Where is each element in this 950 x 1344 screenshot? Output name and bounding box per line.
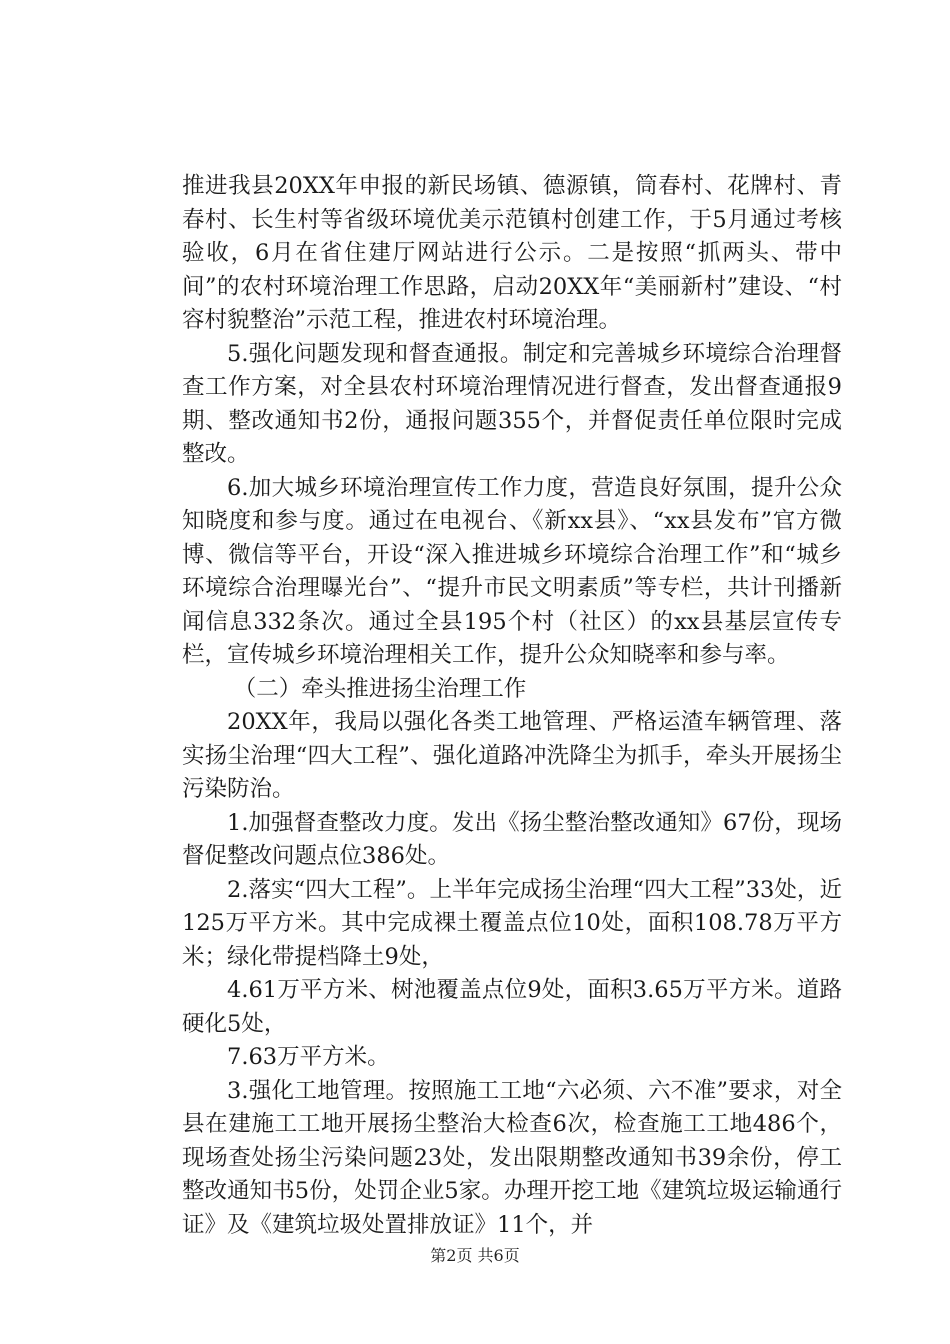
page-number-footer: 第2页 共6页: [430, 1246, 520, 1265]
paragraph-item-6: 6.加大城乡环境治理宣传工作力度，营造良好氛围，提升公众知晓度和参与度。通过在电视台、《新xx县》、“xx县发布”官方微博、微信等平台，开设“深入推进城乡环境综合治理工作”和“城乡环境综合治理曝光台”、“提升市民文明素质”等专栏，共计刊播新闻信息332条次。通过全县195个村（社区）的xx县基层宣传专栏，宣传城乡环境治理相关工作，提升公众知晓率和参与率。: [182, 474, 842, 668]
paragraph-item-1: 1.加强督查整改力度。发出《扬尘整治整改通知》67份，现场督促整改问题点位386处。: [182, 809, 842, 869]
document-body: [182, 170, 842, 1242]
paragraph-item-2: 2.落实“四大工程”。上半年完成扬尘治理“四大工程”33处，近125万平方米。其中完成裸土覆盖点位10处，面积108.78万平方米；绿化带提档降土9处，: [182, 876, 842, 970]
section-heading: （二）牵头推进扬尘治理工作: [233, 675, 527, 702]
paragraph-continuation: 推进我县20XX年申报的新民场镇、德源镇，筒春村、花牌村、青春村、长生村等省级环境优美示范镇村创建工作，于5月通过考核验收，6月在省住建厅网站进行公示。二是按照“抓两头、带中间”的农村环境治理工作思路，启动20XX年“美丽新村”建设、“村容村貌整治”示范工程，推进农村环境治理。: [182, 173, 842, 333]
paragraph-item-3: 3.强化工地管理。按照施工工地“六必须、六不准”要求，对全县在建施工工地开展扬尘整治大检查6次，检查施工工地486个，现场查处扬尘污染问题23处，发出限期整改通知书39余份，停工整改通知书5份，处罚企业5家。办理开挖工地《建筑垃圾运输通行证》及《建筑垃圾处置排放证》11个，并: [182, 1077, 842, 1238]
paragraph-item-2-cont-a: 4.61万平方米、树池覆盖点位9处，面积3.65万平方米。道路硬化5处，: [182, 977, 842, 1037]
paragraph-item-2-cont-b: 7.63万平方米。: [227, 1044, 390, 1070]
paragraph-intro: 20XX年，我局以强化各类工地管理、严格运渣车辆管理、落实扬尘治理“四大工程”、强化道路冲洗降尘为抓手，牵头开展扬尘污染防治。: [182, 709, 842, 802]
paragraph-item-5: 5.强化问题发现和督查通报。制定和完善城乡环境综合治理督查工作方案，对全县农村环境治理情况进行督查，发出督查通报9期、整改通知书2份，通报问题355个，并督促责任单位限时完成整改。: [182, 340, 842, 467]
